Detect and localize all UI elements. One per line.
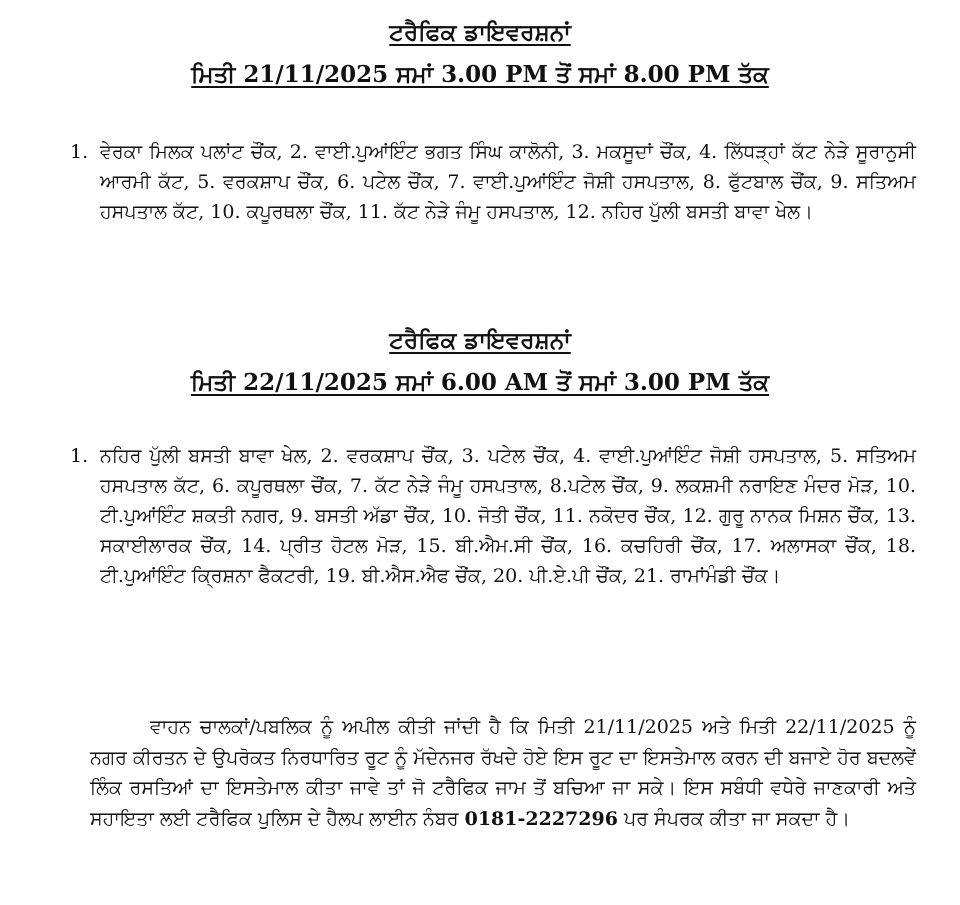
helpline-number: 0181-2227296 [464,807,618,830]
section2-route-list [70,441,916,591]
section1-heading-title: ਟਰੈਫਿਕ ਡਾਇਵਰਸ਼ਨਾਂ [389,19,571,46]
appeal-text-end: ਪਰ ਸੰਪਰਕ ਕੀਤਾ ਜਾ ਸਕਦਾ ਹੈ। [617,807,851,830]
section1-route-list [70,137,916,227]
section1-item-number: 1. [70,141,89,163]
section2-route-text: ਨਹਿਰ ਪੁੱਲੀ ਬਸਤੀ ਬਾਵਾ ਖੇਲ, 2. ਵਰਕਸ਼ਾਪ ਚੌਂਕ, 3. ਪਟੇਲ ਚੌਂਕ, 4. ਵਾਈ.ਪੁਆਂਇੰਟ ਜੋਸ਼ੀ ਹਸਪਤਾਲ, 5. ਸਤਿਅਮ ਹਸਪਤਾਲ ਕੱਟ, 6. ਕਪੂਰਥਲਾ ਚੌਂਕ, 7. ਕੱਟ ਨੇੜੇ ਜੰਮੂ ਹਸਪਤਾਲ, 8.ਪਟੇਲ ਚੌਂਕ, 9. ਲਕਸ਼ਮੀ ਨਰਾਇਣ ਮੰਦਰ ਮੋੜ, 10. ਟੀ.ਪੁਆਂਇੰਟ ਸ਼ਕਤੀ ਨਗਰ, 9. ਬਸਤੀ ਅੱਡਾ ਚੌਂਕ, 10. ਜੋਤੀ ਚੌਂਕ, 11. ਨਕੋਦਰ ਚੌਂਕ, 12. ਗੁਰੂ ਨਾਨਕ ਮਿਸ਼ਨ ਚੌਂਕ, 13. ਸਕਾਈਲਾਰਕ ਚੌਂਕ, 14. ਪ੍ਰੀਤ ਹੋਟਲ ਮੋੜ, 15. ਬੀ.ਐਮ.ਸੀ ਚੌਂਕ, 16. ਕਚਹਿਰੀ ਚੌਂਕ, 17. ਅਲਾਸਕਾ ਚੌਂਕ, 18. ਟੀ.ਪੁਆਂਇੰਟ ਕ੍ਰਿਸ਼ਨਾ ਫੈਕਟਰੀ, 19. ਬੀ.ਐਸ.ਐਫ ਚੌਂਕ, 20. ਪੀ.ਏ.ਪੀ ਚੌਂਕ, 21. ਰਾਮਾਂਮੰਡੀ ਚੌਂਕ। [100,445,916,587]
section1-route-text: ਵੇਰਕਾ ਮਿਲਕ ਪਲਾਂਟ ਚੌਂਕ, 2. ਵਾਈ.ਪੁਆਂਇੰਟ ਭਗਤ ਸਿੰਘ ਕਾਲੋਨੀ, 3. ਮਕਸੂਦਾਂ ਚੌਂਕ, 4. ਲਿੱਧੜ੍ਹਾਂ ਕੱਟ ਨੇੜੇ ਸੂਰਾਨੁਸੀ ਆਰਮੀ ਕੱਟ, 5. ਵਰਕਸ਼ਾਪ ਚੌਂਕ, 6. ਪਟੇਲ ਚੌਂਕ, 7. ਵਾਈ.ਪੁਆਂਇੰਟ ਜੋਸ਼ੀ ਹਸਪਤਾਲ, 8. ਫੁੱਟਬਾਲ ਚੌਂਕ, 9. ਸਤਿਅਮ ਹਸਪਤਾਲ ਕੱਟ, 10. ਕਪੂਰਥਲਾ ਚੌਂਕ, 11. ਕੱਟ ਨੇੜੇ ਜੰਮੂ ਹਸਪਤਾਲ, 12. ਨਹਿਰ ਪੁੱਲੀ ਬਸਤੀ ਬਾਵਾ ਖੇਲ। [100,141,916,223]
section2-heading-title: ਟਰੈਫਿਕ ਡਾਇਵਰਸ਼ਨਾਂ [389,327,571,354]
section2-heading-date: ਮਿਤੀ 22/11/2025 ਸਮਾਂ 6.00 AM ਤੋਂ ਸਮਾਂ 3.00 PM ਤੱਕ [190,369,770,396]
appeal-paragraph [90,712,916,834]
section1-heading-date: ਮਿਤੀ 21/11/2025 ਸਮਾਂ 3.00 PM ਤੋਂ ਸਮਾਂ 8.00 PM ਤੱਕ [191,61,769,88]
section2-item-number: 1. [70,445,89,467]
appeal-text-start: ਵਾਹਨ ਚਾਲਕਾਂ/ਪਬਲਿਕ ਨੂੰ ਅਪੀਲ ਕੀਤੀ ਜਾਂਦੀ ਹੈ ਕਿ ਮਿਤੀ 21/11/2025 ਅਤੇ ਮਿਤੀ 22/11/2025 ਨੂੰ ਨਗਰ ਕੀਰਤਨ ਦੇ ਉਪਰੋਕਤ ਨਿਰਧਾਰਿਤ ਰੂਟ ਨੂੰ ਮੱਦੇਨਜਰ ਰੱਖਦੇ ਹੋਏ ਇਸ ਰੂਟ ਦਾ ਇਸਤੇਮਾਲ ਕਰਨ ਦੀ ਬਜਾਏ ਹੋਰ ਬਦਲਵੇਂ ਲਿੰਕ ਰਸਤਿਆਂ ਦਾ ਇਸਤੇਮਾਲ ਕੀਤਾ ਜਾਵੇ ਤਾਂ ਜੋ ਟਰੈਫਿਕ ਜਾਮ ਤੋਂ ਬਚਿਆ ਜਾ ਸਕੇ। ਇਸ ਸਬੰਧੀ ਵਧੇਰੇ ਜਾਣਕਾਰੀ ਅਤੇ ਸਹਾਇਤਾ ਲਈ ਟਰੈਫਿਕ ਪੁਲਿਸ ਦੇ ਹੈਲਪ ਲਾਈਨ ਨੰਬਰ [90,716,916,830]
